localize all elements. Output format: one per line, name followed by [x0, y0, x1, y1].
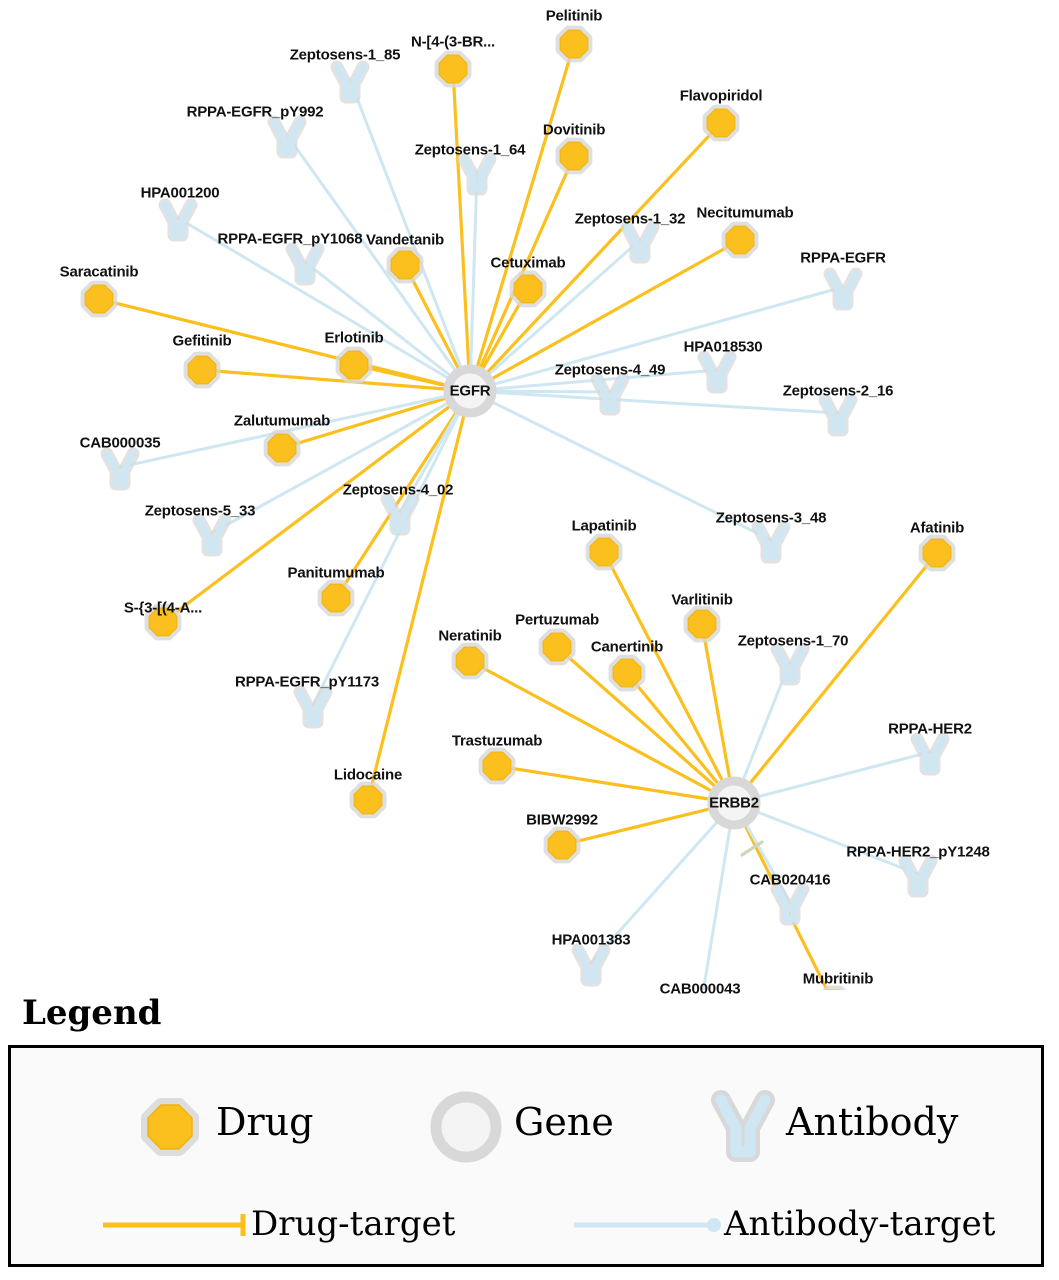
- antibody-label: Zeptosens-5_33: [144, 502, 256, 520]
- edge: [470, 172, 477, 391]
- edge: [453, 69, 470, 391]
- legend-label-antibody: Antibody: [786, 1100, 959, 1144]
- legend-drug-icon: [148, 1105, 192, 1149]
- drug-label: Necitumumab: [696, 204, 794, 222]
- antibody-label: CAB020416: [749, 871, 831, 889]
- edge: [313, 391, 470, 705]
- legend-gene-icon: [436, 1097, 496, 1157]
- antibody-label: Zeptosens-1_64: [414, 141, 526, 159]
- drug-label: Mubritinib: [802, 970, 874, 988]
- drug-node[interactable]: [590, 538, 618, 566]
- drug-label: BIBW2992: [526, 811, 598, 829]
- antibody-label: RPPA-EGFR_pY1173: [234, 673, 380, 691]
- gene-label: EGFR: [449, 382, 491, 400]
- legend-label-gene: Gene: [514, 1100, 614, 1144]
- drug-label: Cetuximab: [490, 254, 566, 272]
- antibody-label: RPPA-EGFR_pY992: [186, 103, 324, 121]
- antibody-label: Zeptosens-1_85: [289, 46, 401, 64]
- antibody-label: HPA018530: [683, 338, 763, 356]
- drug-node[interactable]: [560, 142, 588, 170]
- drug-node[interactable]: [514, 275, 542, 303]
- drug-label: Lapatinib: [571, 517, 637, 535]
- drug-node[interactable]: [340, 351, 368, 379]
- drug-node[interactable]: [439, 55, 467, 83]
- antibody-label: Zeptosens-3_48: [715, 509, 827, 527]
- antibody-label: HPA001200: [140, 184, 220, 202]
- antibody-label: Zeptosens-1_70: [737, 632, 849, 650]
- edge: [700, 803, 734, 990]
- drug-label: Saracatinib: [59, 263, 139, 281]
- drug-label: Pelitinib: [545, 7, 603, 25]
- antibody-label: RPPA-HER2: [888, 720, 972, 738]
- drug-label: Pertuzumab: [515, 611, 599, 629]
- edge: [470, 44, 574, 391]
- drug-node[interactable]: [268, 434, 296, 462]
- drug-label: Lidocaine: [333, 766, 403, 784]
- gene-label: ERBB2: [709, 794, 759, 812]
- drug-label: Dovitinib: [542, 121, 606, 139]
- legend-drug-target-edge: [103, 1214, 243, 1236]
- legend-label-drug: Drug: [216, 1100, 314, 1144]
- drug-node[interactable]: [688, 610, 716, 638]
- antibody-label: CAB000043: [659, 980, 741, 998]
- drug-node[interactable]: [85, 285, 113, 313]
- drug-node[interactable]: [354, 786, 382, 814]
- drug-label: S-{3-[(4-A...: [123, 599, 203, 617]
- edge: [734, 752, 930, 803]
- drug-node[interactable]: [391, 251, 419, 279]
- legend-antibody-icon: [721, 1100, 765, 1152]
- edge: [702, 624, 734, 803]
- drug-label: Gefitinib: [172, 332, 232, 350]
- drug-node[interactable]: [548, 831, 576, 859]
- drug-node[interactable]: [456, 647, 484, 675]
- drug-label: Canertinib: [590, 638, 664, 656]
- drug-label: Panitumumab: [287, 564, 385, 582]
- drug-label: Afatinib: [909, 519, 965, 537]
- drug-label: N-[4-(3-BR...: [410, 33, 496, 51]
- antibody-label: Zeptosens-4_49: [554, 361, 666, 379]
- drug-label: Vandetanib: [365, 231, 445, 249]
- antibody-label: Zeptosens-4_02: [342, 481, 454, 499]
- drug-label: Erlotinib: [324, 329, 384, 347]
- antibody-label: Zeptosens-2_16: [782, 382, 894, 400]
- drug-node[interactable]: [483, 752, 511, 780]
- drug-label: Trastuzumab: [451, 732, 543, 750]
- legend-area: [0, 990, 1059, 1280]
- drug-node[interactable]: [188, 356, 216, 384]
- drug-node[interactable]: [613, 659, 641, 687]
- drug-node[interactable]: [726, 226, 754, 254]
- drug-label: Varlitinib: [671, 591, 733, 609]
- legend-antibody-target-edge: [574, 1218, 721, 1232]
- antibody-label: RPPA-EGFR_pY1068: [217, 230, 363, 248]
- legend-label-antibody-target: Antibody-target: [724, 1204, 996, 1244]
- antibody-label: RPPA-EGFR: [800, 249, 886, 267]
- legend-box: [8, 1045, 1044, 1267]
- antibody-label: HPA001383: [551, 931, 631, 949]
- drug-label: Neratinib: [438, 627, 502, 645]
- antibody-label: Zeptosens-1_32: [574, 210, 686, 228]
- antibody-label: CAB000035: [79, 434, 161, 452]
- drug-node[interactable]: [543, 633, 571, 661]
- edge: [734, 553, 937, 803]
- legend-label-drug-target: Drug-target: [251, 1204, 456, 1244]
- drug-node[interactable]: [923, 539, 951, 567]
- antibody-label: RPPA-HER2_pY1248: [846, 843, 990, 861]
- drug-node[interactable]: [322, 584, 350, 612]
- legend-title: Legend: [22, 993, 162, 1033]
- edge: [734, 803, 918, 874]
- drug-label: Zalutumumab: [233, 412, 331, 430]
- drug-node[interactable]: [560, 30, 588, 58]
- drug-node[interactable]: [707, 109, 735, 137]
- drug-label: Flavopiridol: [679, 87, 763, 105]
